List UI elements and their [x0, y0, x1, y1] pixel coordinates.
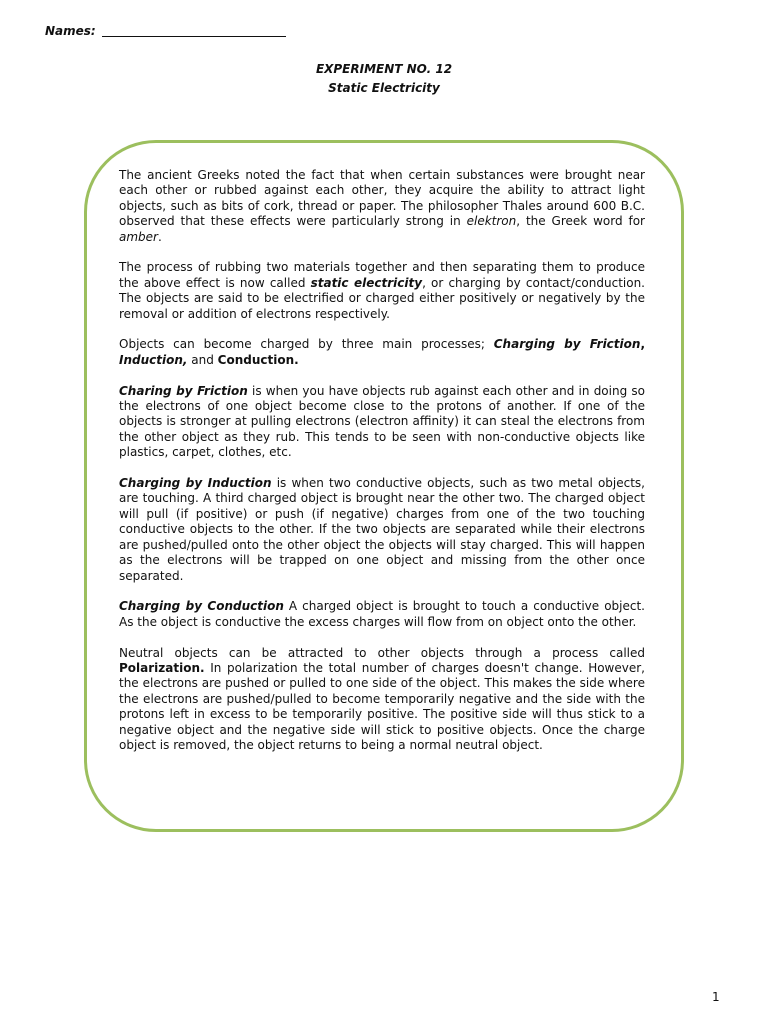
names-label: Names:	[45, 24, 96, 38]
paragraph-static-electricity: The process of rubbing two materials together and then separating them to produce the above effect is now called static electricity, or charging by contact/conduction. The objects are said to be electrified or charged either positively or negatively by the removal or addition of electrons respectively.	[119, 260, 645, 321]
paragraph-conduction: Charging by Conduction A charged object is brought to touch a conductive object. As the object is conductive the excess charges will flow from on object onto the other.	[119, 599, 645, 629]
page-number: 1	[712, 990, 720, 1004]
term-static-electricity: static electricity	[310, 275, 423, 290]
term-amber: amber	[119, 229, 158, 244]
experiment-number: EXPERIMENT NO. 12	[315, 62, 453, 76]
content-body	[119, 168, 645, 769]
paragraph-friction: Charing by Friction is when you have objects rub against each other and in doing so the electrons of one object become close to the protons of another. If one of the objects is stronger at pulling electrons (electron affinity) it can steal the electrons from the other object as they rub. This tends to be seen with non-conductive objects like plastics, carpet, clothes, etc.	[119, 383, 645, 460]
paragraph-induction: Charging by Induction is when two conductive objects, such as two metal objects, are touching. A third charged object is brought near the other two. The charged object will pull (if positive) or push (if negative) charges from one of the two touching conductive objects to the other. If the two objects are separated while their electrons are pushed/pulled onto the other object the objects will stay charged. This will happen as the electrons will be trapped on one object and missing from the other once separated.	[119, 476, 645, 583]
term-induction: Induction,	[119, 352, 188, 367]
experiment-title: Static Electricity	[328, 81, 440, 95]
paragraph-polarization: Neutral objects can be attracted to other objects through a process called Polarization. In polarization the total number of charges doesn't change. However, the electrons are pushed or pulled to one side of the object. This makes the side where the electrons are pushed/pulled to become temporarily negative and the side with the protons left in excess to be temporarily positive. The positive side will thus stick to a negative object and the negative side will stick to positive objects. Once the charge object is removed, the object returns to being a normal neutral object.	[119, 645, 645, 752]
heading-induction: Charging by Induction	[119, 476, 272, 491]
heading-conduction: Charging by Conduction	[119, 599, 284, 614]
term-friction: Charging by Friction	[493, 337, 641, 352]
paragraph-intro: The ancient Greeks noted the fact that when certain substances were brought near each other or rubbed against each other, they acquire the ability to attract light objects, such as bits of cork, thread or paper. The philosopher Thales around 600 B.C. observed that these effects were particularly strong in elektron, the Greek word for amber.	[119, 168, 645, 244]
heading-friction: Charing by Friction	[119, 383, 248, 398]
names-line	[45, 24, 286, 38]
term-polarization: Polarization.	[119, 660, 205, 675]
names-blank	[102, 36, 286, 37]
term-conduction: Conduction.	[217, 352, 299, 367]
paragraph-processes: Objects can become charged by three main processes; Charging by Friction, Induction, and Conduction.	[119, 337, 645, 367]
term-elektron: elektron	[466, 214, 517, 229]
